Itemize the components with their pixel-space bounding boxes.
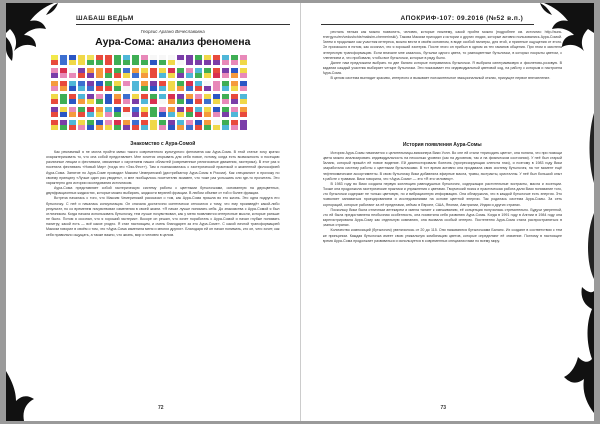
- bottle-swatch: [60, 68, 67, 78]
- right-page: [301, 3, 595, 421]
- section-title-history: История появления Аура-Сомы: [402, 142, 482, 148]
- bottle-swatch: [150, 120, 157, 130]
- bottle-swatch: [105, 68, 112, 78]
- bottle-swatch: [51, 120, 58, 130]
- bottle-swatch: [195, 94, 202, 104]
- paragraph: Количество композиций (бутылочек) увеличилось от 20 до 115. Они называются бутылочками Баланс. Их создают в соответствии с тем же принципом. Каждая бутылочка имеет свою уникальную комбинацию цветов, которые определяют её значение. Поэтому в настоящее время Аура-Сома продолжает развиваться и используется в современных специалистами по всему миру.: [322, 228, 562, 243]
- paragraph: В целом система выглядит красиво, интересно и вызывает положительное эмоциональный отклик, присущее первое впечатление.: [330, 76, 551, 81]
- bottle-swatch: [141, 55, 148, 65]
- bottle-swatch: [141, 120, 148, 130]
- bottle-swatch: [114, 55, 121, 65]
- bottle-swatch: [69, 107, 76, 117]
- bottle-row: [51, 55, 259, 65]
- bottle-swatch: [240, 120, 247, 130]
- bottle-swatch: [141, 107, 148, 117]
- bottle-swatch: [78, 107, 85, 117]
- bottle-swatch: [168, 81, 175, 91]
- bottle-swatch: [222, 120, 229, 130]
- bottle-swatch: [141, 94, 148, 104]
- bottle-swatch: [96, 120, 103, 130]
- bottle-swatch: [87, 68, 94, 78]
- bottle-swatch: [186, 68, 193, 78]
- bottle-swatch: [204, 68, 211, 78]
- bottle-swatch: [114, 81, 121, 91]
- bottle-swatch: [231, 120, 238, 130]
- bottle-swatch: [204, 107, 211, 117]
- section-title-intro: Знакомство с Аура-Сомой: [130, 141, 196, 147]
- bottle-swatch: [177, 120, 184, 130]
- bottle-swatch: [222, 94, 229, 104]
- bottle-swatch: [114, 107, 121, 117]
- bottle-row: [51, 120, 259, 130]
- bottle-swatch: [231, 94, 238, 104]
- bottle-swatch: [132, 107, 139, 117]
- page-number-left: 72: [158, 405, 164, 411]
- bottle-swatch: [168, 120, 175, 130]
- bottle-swatch: [231, 81, 238, 91]
- paragraph: История Аура-Сомы начинается с целительницы-визионера Вики Уолл. Во сне ей стали «приходить цвета», она поняла, что при помощи цвета можно анализировать индивидуальность на несколько уровнях (как на духовном, так и на физическом состоянии). У неё был старый баланс, который пришёл её новое видение. Ей диагностировали болезнь (прогрессирующая слепота глаз), и поэтому в 1983 году Вики разработала систему работы с цветными бутылочками. В тот время активно она продавала свою систему бутылочек, на тот момент ещё нефтехимические ассортименты. В свою бутылочку Вики добавляла эфирные масла, травы, экстракты, кристаллы. У неё был большой опыт в работе с травами. Вики говорила, что «Аура-Сома» — это «Я это человеку».: [322, 151, 562, 181]
- left-body-text: [46, 150, 280, 388]
- bottle-swatch: [114, 94, 121, 104]
- bottle-swatch: [60, 94, 67, 104]
- bottle-swatch: [177, 55, 184, 65]
- paragraph: Встреча началась с того, что Максим Чемеринский рассказал о том, как Аура-Сома пришла во его жизнь. Это одна подруга его бутылочку. С неё и началась консультация. Он сначала достаточно скептически относился к тому, что ему произведёт какой-либо результат, но со временем почувствовал изменения в своей жизни. «Я начал лучше понимать себя. До знакомства с Аура-Сомой я был отличником. Когда начала использовать бутылочку, тем лучше почувствовал, как у меня появляются интересные мысли, которые раньше не было. Потом я осознал, что я хороший эзотерик». Вскоре он решил, что хочет поработать с Аура-Сомой и начал глубже понимать палитру, какой есть — всё какое угодно. Я стал настоящим, и очень благодарен за это Аура-Соме». С какой личной трансформацией Максим говорил в своём о том, что «Аура-Сома изменила меня и многих других». Благодаря ей он начал понимать, кто он, чего хочет, как себя правильно ощущать, а также важно, что жизнь, мир и человек в целом.: [46, 196, 280, 237]
- bottle-swatch: [231, 68, 238, 78]
- bottle-swatch: [132, 120, 139, 130]
- bottle-swatch: [213, 94, 220, 104]
- bottle-swatch: [87, 81, 94, 91]
- bottle-swatch: [177, 81, 184, 91]
- bottle-swatch: [159, 55, 166, 65]
- bottle-swatch: [168, 107, 175, 117]
- bottle-swatch: [51, 81, 58, 91]
- header-rule: [76, 24, 290, 25]
- bottle-swatch: [87, 55, 94, 65]
- bottle-swatch: [105, 107, 112, 117]
- article-title: Аура-Сома: анализ феномена: [95, 36, 251, 48]
- paragraph: Далее нам предложили выбрать по две баланс которые понравились бутылочки. Я выбрала синеграммовую и фиолетово-розовую. В задании каждый участник выбирает четыре бутылочки. Эти показывает его индивидуальный цветовой код, на работу с которым и настроена Аура-Сома.: [322, 60, 562, 76]
- bottle-swatch: [240, 55, 247, 65]
- bottle-swatch: [69, 94, 76, 104]
- bottle-swatch: [231, 107, 238, 117]
- bottle-swatch: [231, 55, 238, 65]
- bottle-swatch: [213, 68, 220, 78]
- bottle-swatch: [204, 120, 211, 130]
- bottle-swatch: [78, 55, 85, 65]
- paragraph: В 1983 году во Вики создала первую коллекцию равнодушных бутылочек, содержащих растительные экстракты, масла и эссенции. Позже она продолжила эзотерические практики и упражнения с цветами. Творческий поиск и практическая работа дали Вики понимание того, что бутылочки содержат не только цветовую, но и вибрационную информацию. Она обнаружила, что в каждой бутылочке есть энергия. Это позволяет заниматься проецированием и исследованиями на основе цветной энергии. Так родилась система Аура-Сомы. За сеть корпораций, которые работают за её пределами, сейчас в Европе, США, Японии, Австралии, Индии и других странах.: [322, 181, 562, 207]
- bottle-swatch: [222, 107, 229, 117]
- bottle-swatch: [123, 107, 130, 117]
- bottle-swatch: [69, 55, 76, 65]
- bottle-row: [51, 94, 259, 104]
- bottle-swatch: [240, 107, 247, 117]
- bottle-swatch: [159, 94, 166, 104]
- left-page: [6, 3, 301, 421]
- bottle-swatch: [132, 81, 139, 91]
- paragraph: Аура-Сома представляет собой эзотерическую систему работы с цветными бутылочками, основанную на двухцветных, двухфракционных жидкостях, которые можно выбирать, жидкости верхней фракции. В любом объеме от той и более фракции.: [46, 186, 280, 196]
- bottle-swatch: [240, 68, 247, 78]
- bottle-swatch: [150, 68, 157, 78]
- bottle-swatch: [123, 68, 130, 78]
- bottle-swatch: [105, 81, 112, 91]
- running-head: АПОКРИФ-107: 09.2016 (№52 в.п.): [400, 15, 524, 22]
- bottle-swatch: [195, 55, 202, 65]
- tribal-ornament-bottom-icon: [6, 341, 46, 421]
- bottle-swatch: [150, 94, 157, 104]
- bottle-swatch: [177, 107, 184, 117]
- bottle-swatch: [222, 55, 229, 65]
- bottle-swatch: [96, 55, 103, 65]
- bottle-swatch: [204, 94, 211, 104]
- bottle-swatch: [186, 120, 193, 130]
- bottle-swatch: [78, 120, 85, 130]
- bottle-swatch: [213, 120, 220, 130]
- header-rule: [321, 24, 535, 25]
- bottle-swatch: [168, 68, 175, 78]
- bottle-swatch: [159, 107, 166, 117]
- bottle-swatch: [132, 94, 139, 104]
- bottle-swatch: [141, 81, 148, 91]
- bottle-swatch: [195, 120, 202, 130]
- bottle-swatch: [132, 55, 139, 65]
- bottle-swatch: [51, 55, 58, 65]
- bottle-swatch: [123, 55, 130, 65]
- page-number-right: 73: [440, 405, 447, 411]
- bottle-swatch: [60, 120, 67, 130]
- bottle-swatch: [168, 94, 175, 104]
- bottle-swatch: [186, 81, 193, 91]
- bottle-swatch: [105, 94, 112, 104]
- bottle-swatch: [51, 107, 58, 117]
- bottle-swatch: [60, 107, 67, 117]
- bottle-swatch: [87, 120, 94, 130]
- bottle-swatch: [240, 81, 247, 91]
- bottle-swatch: [123, 120, 130, 130]
- bottle-swatch: [96, 81, 103, 91]
- bottle-swatch: [177, 68, 184, 78]
- bottle-swatch: [69, 81, 76, 91]
- right-intro-text: [323, 30, 563, 138]
- bottle-swatch: [240, 94, 247, 104]
- bottle-row: [51, 107, 259, 117]
- bottle-swatch: [141, 68, 148, 78]
- bottle-swatch: [87, 107, 94, 117]
- bottle-swatch: [186, 55, 193, 65]
- paragraph: Как рекламный я не могла пройти мимо такого современного культурного феномена как Аура-Сома. В этой статье хочу кратко охарактеризовать то, что она собой представляет. Мне хочется открывать для себя новое, потому, когда есть возможность я посещаю различные лекции и фестивали, связанные с изучением наших областей (современные религиозные движения, эзотерика). В этот раз я посетила фестиваль «Новый Мир» (тогда это «Эзо-Фест»). Там я познакомилась с эзотерической практикой и жизненной философией Аура-Сома. Занятие по Аура-Соме проводил Максим Чемеринский (дистрибьютор Аура-Сомы в России). Как специалист я прохожу по своему принципу «Лучше один раз увидеть», и мне пообщалось посетителю экзамен, что тоже раз услышать или где-то прочитать. Это характерно для истории исследования источником.: [46, 150, 280, 185]
- bottle-swatch: [204, 81, 211, 91]
- bottle-swatch: [114, 120, 121, 130]
- paragraph: Поскольку Вики была отличным аптекарем и имела талант к смешиванию, её концепция получилась стремительно. Будучи уверенной, что ей была предоставлена необычная особенность, она посвятила себя развитию Аура-Сомы. Когда в 1991 году в Англии в 1984 году она зарегистрировала Аура-Сому как отдельную компанию, она вызвала особый интерес. Постепенно Аура-Сома стала распространяться в разных странах.: [322, 207, 562, 228]
- running-head: ШАБАШ ВЕДЬМ: [76, 15, 134, 22]
- bottle-swatch: [204, 55, 211, 65]
- bottle-swatch: [195, 68, 202, 78]
- bottle-swatch: [168, 55, 175, 65]
- bottle-swatch: [150, 107, 157, 117]
- bottle-swatch: [51, 68, 58, 78]
- right-body-text: [323, 151, 563, 391]
- bottle-swatch: [186, 107, 193, 117]
- bottle-swatch: [96, 68, 103, 78]
- bottle-swatch: [123, 94, 130, 104]
- bottle-swatch: [159, 68, 166, 78]
- bottle-swatch: [105, 55, 112, 65]
- bottle-swatch: [69, 68, 76, 78]
- bottle-swatch: [78, 68, 85, 78]
- bottle-swatch: [60, 55, 67, 65]
- bottle-swatch: [150, 55, 157, 65]
- bottle-swatch: [222, 81, 229, 91]
- bottle-swatch: [78, 81, 85, 91]
- bottle-swatch: [177, 94, 184, 104]
- bottle-swatch: [213, 55, 220, 65]
- bottle-swatch: [195, 107, 202, 117]
- bottle-swatch: [105, 120, 112, 130]
- bottle-row: [51, 68, 259, 78]
- bottle-row: [51, 81, 259, 91]
- bottle-swatch: [60, 81, 67, 91]
- aura-soma-bottle-grid: [51, 55, 259, 133]
- bottle-swatch: [222, 68, 229, 78]
- bottle-swatch: [87, 94, 94, 104]
- bottle-swatch: [96, 107, 103, 117]
- bottle-swatch: [78, 94, 85, 104]
- bottle-swatch: [132, 68, 139, 78]
- bottle-swatch: [114, 68, 121, 78]
- bottle-swatch: [186, 94, 193, 104]
- bottle-swatch: [213, 81, 220, 91]
- bottle-swatch: [96, 94, 103, 104]
- magazine-spread: [6, 3, 594, 421]
- bottle-swatch: [213, 107, 220, 117]
- article-author: Георгис Аргано Вячеславовна: [140, 29, 205, 34]
- bottle-swatch: [123, 81, 130, 91]
- paragraph: ресталь нельзя как можно позволить, человек, которые нижнему, какой пройти можно (подробнее см. источник: http://aura-energy.ru/en/vedushchie/maksim-chemerinski/). Такова Максим приходил к истории о других людях, которые активно пользовались Аура-Сомой. Затем я продолжил как участник интереса, можно вести в своём основном, в виде особой палитры, для этой, и приятные ощущения от этого. Он произошло в пятом, как осознал, что я хороший эзотерик. После этого он прибыл в одном из тех гаманов общения. При этом я захотела интересную трансформацию. Если вначале мне казалось, бутылки одного цвета, то разноцветные бутылочки, в которых покрыты цветом, с пленением и, что пробовали, чтобы все бутылочки, которые в ряду было.: [322, 30, 562, 60]
- bottle-swatch: [150, 81, 157, 91]
- bottle-swatch: [159, 81, 166, 91]
- tribal-ornament-side-icon: [564, 73, 594, 413]
- bottle-swatch: [195, 81, 202, 91]
- bottle-swatch: [51, 94, 58, 104]
- bottle-swatch: [159, 120, 166, 130]
- bottle-swatch: [69, 120, 76, 130]
